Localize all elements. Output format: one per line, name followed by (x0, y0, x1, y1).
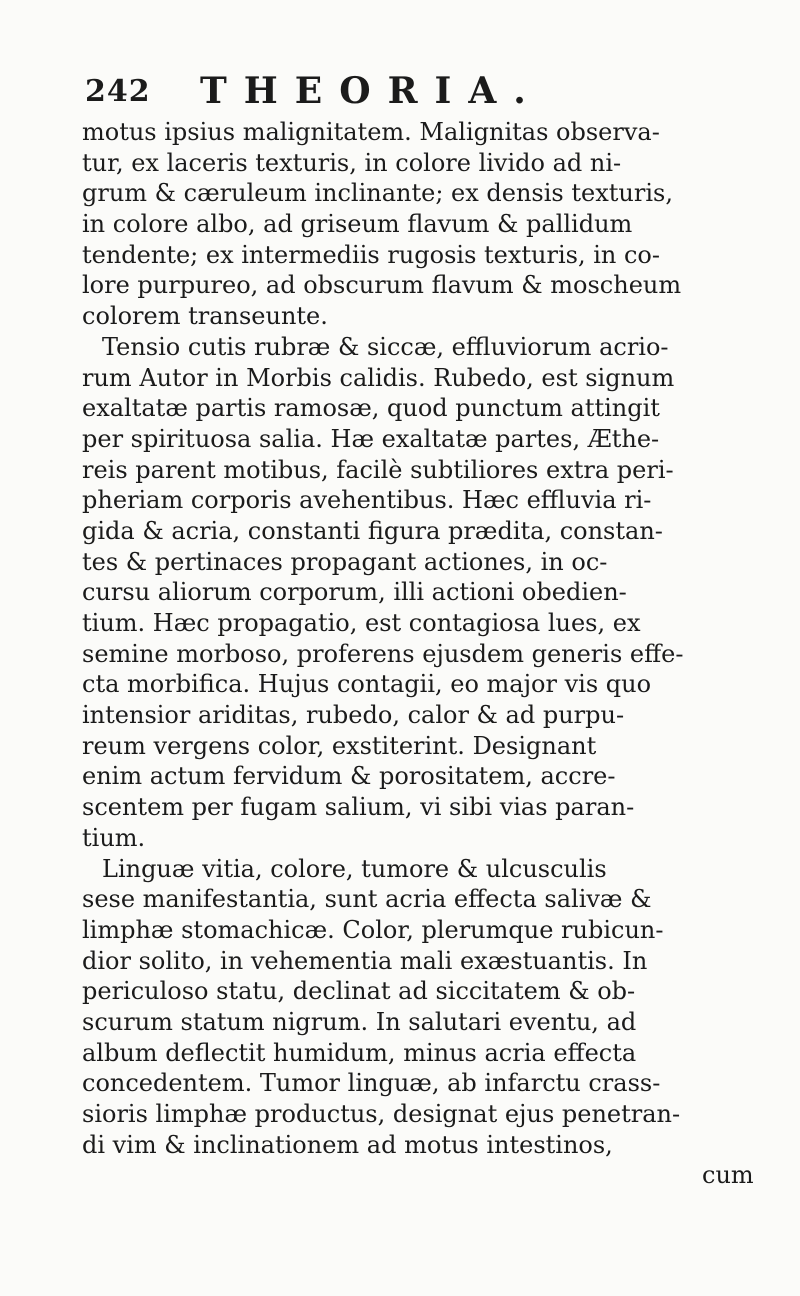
text-line: tium. (82, 823, 146, 852)
paragraph-start-line: Tensio cutis rubræ & siccæ, effluviorum acrio- (102, 332, 669, 361)
text-line: tendente; ex intermediis rugosis texturis, in co- (82, 240, 660, 269)
text-line: dior solito, in vehementia mali exæstuantis. In (82, 946, 648, 975)
paragraph-start-line: Linguæ vitia, colore, tumore & ulcusculis (102, 854, 607, 883)
text-line: sese manifestantia, sunt acria effecta salivæ & (82, 885, 652, 914)
text-line: scentem per fugam salium, vi sibi vias paran- (82, 793, 635, 822)
text-line: intensior ariditas, rubedo, calor & ad purpu- (82, 701, 625, 730)
text-line: scurum statum nigrum. In salutari eventu, ad (82, 1007, 637, 1036)
text-line: cta morbifica. Hujus contagii, eo major vis quo (82, 670, 652, 699)
catchword: cum (702, 1161, 754, 1190)
body-text (82, 117, 762, 1191)
text-line: per spirituosa salia. Hæ exaltatæ partes, Æthe- (82, 424, 660, 453)
text-line: album deflectit humidum, minus acria effecta (82, 1038, 637, 1067)
text-line: rum Autor in Morbis calidis. Rubedo, est signum (82, 363, 675, 392)
text-line: exaltatæ partis ramosæ, quod punctum attingit (82, 394, 660, 423)
text-line: motus ipsius malignitatem. Malignitas observa- (82, 118, 660, 146)
text-line: sioris limphæ productus, designat ejus penetran- (82, 1100, 681, 1128)
text-line: lore purpureo, ad obscurum flavum & moscheum (82, 271, 682, 300)
text-line: colorem transeunte. (82, 302, 328, 331)
running-title: THEORIA. (200, 70, 543, 112)
text-line: tium. Hæc propagatio, est contagiosa lues, ex (82, 609, 641, 637)
text-line: reum vergens color, exstiterint. Designant (82, 731, 597, 760)
text-line: concedentem. Tumor linguæ, ab infarctu crass- (82, 1069, 661, 1098)
text-line: periculoso statu, declinat ad siccitatem & ob- (82, 977, 636, 1006)
text-line: gida & acria, constanti figura prædita, constan- (82, 516, 663, 545)
text-line: pheriam corporis avehentibus. Hæc effluvia ri- (82, 486, 652, 515)
text-line: enim actum fervidum & porositatem, accre- (82, 762, 616, 791)
text-line: in colore albo, ad griseum flavum & pallidum (82, 210, 633, 239)
text-line: reis parent motibus, facilè subtiliores extra peri- (82, 455, 674, 484)
text-line: semine morboso, proferens ejusdem generis effe- (82, 639, 684, 668)
text-line: tur, ex laceris texturis, in colore livido ad ni- (82, 148, 622, 177)
text-line: limphæ stomachicæ. Color, plerumque rubicun- (82, 915, 664, 944)
text-line: tes & pertinaces propagant actiones, in oc- (82, 547, 608, 576)
text-line: grum & cæruleum inclinante; ex densis texturis, (82, 179, 673, 208)
text-line: di vim & inclinationem ad motus intestinos, (82, 1130, 613, 1159)
page-header (85, 70, 725, 114)
page-number: 242 (85, 74, 151, 109)
text-line: cursu aliorum corporum, illi actioni obedien- (82, 578, 627, 607)
